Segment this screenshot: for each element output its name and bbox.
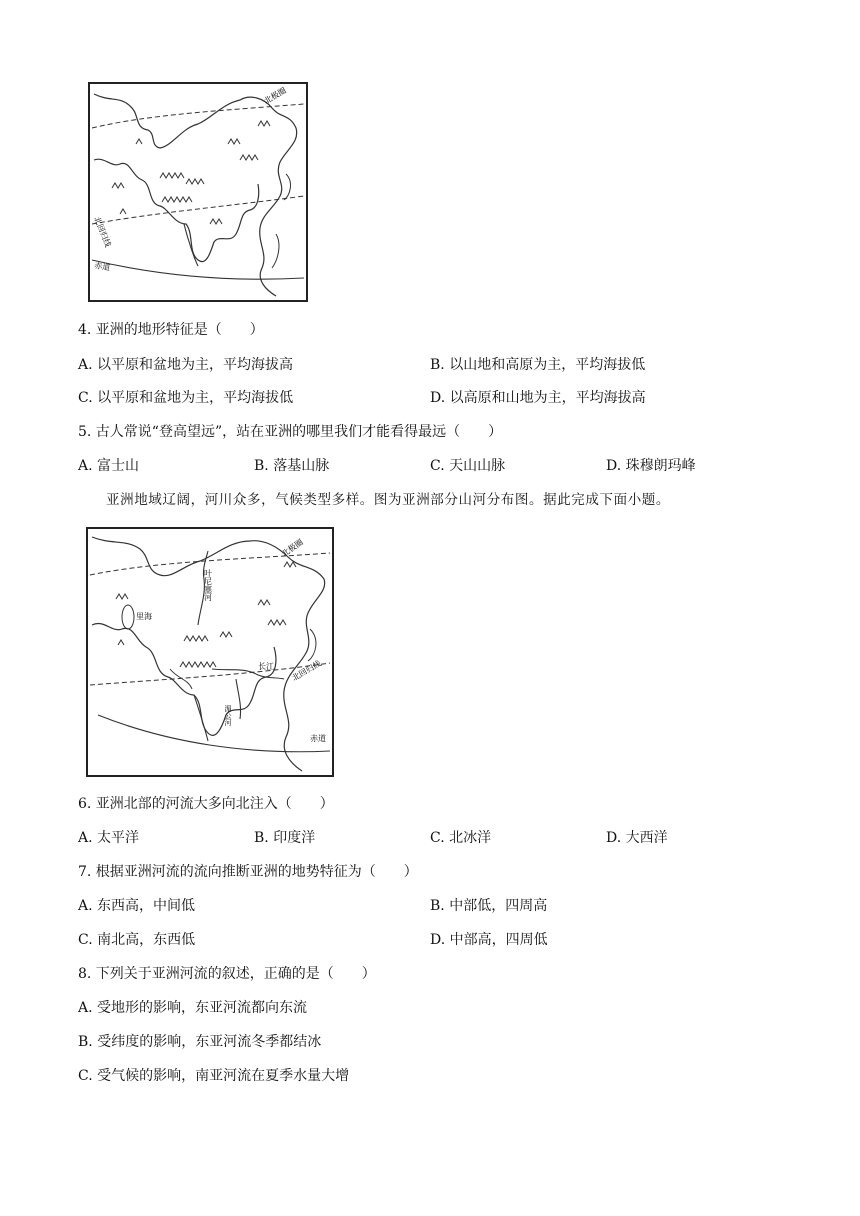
- map2-arctic-label: 北极圈: [279, 537, 305, 559]
- question-8-option-b[interactable]: B. 受纬度的影响，东亚河流冬季都结冰: [78, 1034, 322, 1050]
- section-intro: 亚洲地域辽阔，河川众多，气候类型多样。图为亚洲部分山河分布图。据此完成下面小题。: [106, 492, 670, 508]
- question-4-option-a[interactable]: A. 以平原和盆地为主，平均海拔高: [78, 357, 294, 373]
- map2-caspian-label: 里海: [136, 612, 152, 621]
- question-6-option-b[interactable]: B. 印度洋: [254, 830, 316, 846]
- map1-equator-label: 赤道: [93, 261, 111, 273]
- question-4-option-d[interactable]: D. 以高原和山地为主，平均海拔高: [430, 390, 646, 406]
- question-6-option-c[interactable]: C. 北冰洋: [430, 830, 492, 846]
- map2-equator-label: 赤道: [310, 734, 326, 743]
- question-4-option-c[interactable]: C. 以平原和盆地为主，平均海拔低: [78, 390, 294, 406]
- map2-tropic-label: 北回归线: [290, 658, 323, 683]
- asia-rivers-map: [86, 527, 334, 777]
- asia-terrain-map: [88, 82, 308, 302]
- question-5-option-a[interactable]: A. 富士山: [78, 458, 140, 474]
- question-6-stem: 6. 亚洲北部的河流大多向北注入（ ）: [78, 796, 334, 812]
- question-4-option-b[interactable]: B. 以山地和高原为主，平均海拔低: [430, 357, 646, 373]
- map2-yenisei-label: 叶尼塞河: [203, 569, 213, 601]
- question-8-option-a[interactable]: A. 受地形的影响，东亚河流都向东流: [78, 1000, 308, 1016]
- asia-rivers-map-figure: [88, 529, 332, 775]
- question-8-stem: 8. 下列关于亚洲河流的叙述，正确的是（ ）: [78, 966, 376, 982]
- question-8-option-c[interactable]: C. 受气候的影响，南亚河流在夏季水量大增: [78, 1068, 350, 1084]
- question-5-option-d[interactable]: D. 珠穆朗玛峰: [606, 458, 696, 474]
- question-5-option-c[interactable]: C. 天山山脉: [430, 458, 506, 474]
- question-7-option-a[interactable]: A. 东西高，中间低: [78, 898, 196, 914]
- question-4-stem: 4. 亚洲的地形特征是（ ）: [78, 322, 264, 338]
- asia-terrain-map-figure: [90, 84, 306, 300]
- map1-arctic-label: 北极圈: [262, 85, 288, 106]
- question-6-option-d[interactable]: D. 大西洋: [606, 830, 668, 846]
- question-6-option-a[interactable]: A. 太平洋: [78, 830, 140, 846]
- question-5-option-b[interactable]: B. 落基山脉: [254, 458, 330, 474]
- question-7-stem: 7. 根据亚洲河流的流向推断亚洲的地势特征为（ ）: [78, 864, 418, 880]
- question-5-stem: 5. 古人常说“登高望远”，站在亚洲的哪里我们才能看得最远（ ）: [78, 424, 503, 440]
- question-7-option-d[interactable]: D. 中部高，四周低: [430, 932, 548, 948]
- map2-yangtze-label: 长江: [258, 662, 274, 671]
- question-7-option-b[interactable]: B. 中部低，四周高: [430, 898, 548, 914]
- question-7-option-c[interactable]: C. 南北高，东西低: [78, 932, 196, 948]
- map2-mekong-label: 湄公河: [224, 705, 232, 726]
- map1-tropic-label: 北回归线: [92, 215, 113, 249]
